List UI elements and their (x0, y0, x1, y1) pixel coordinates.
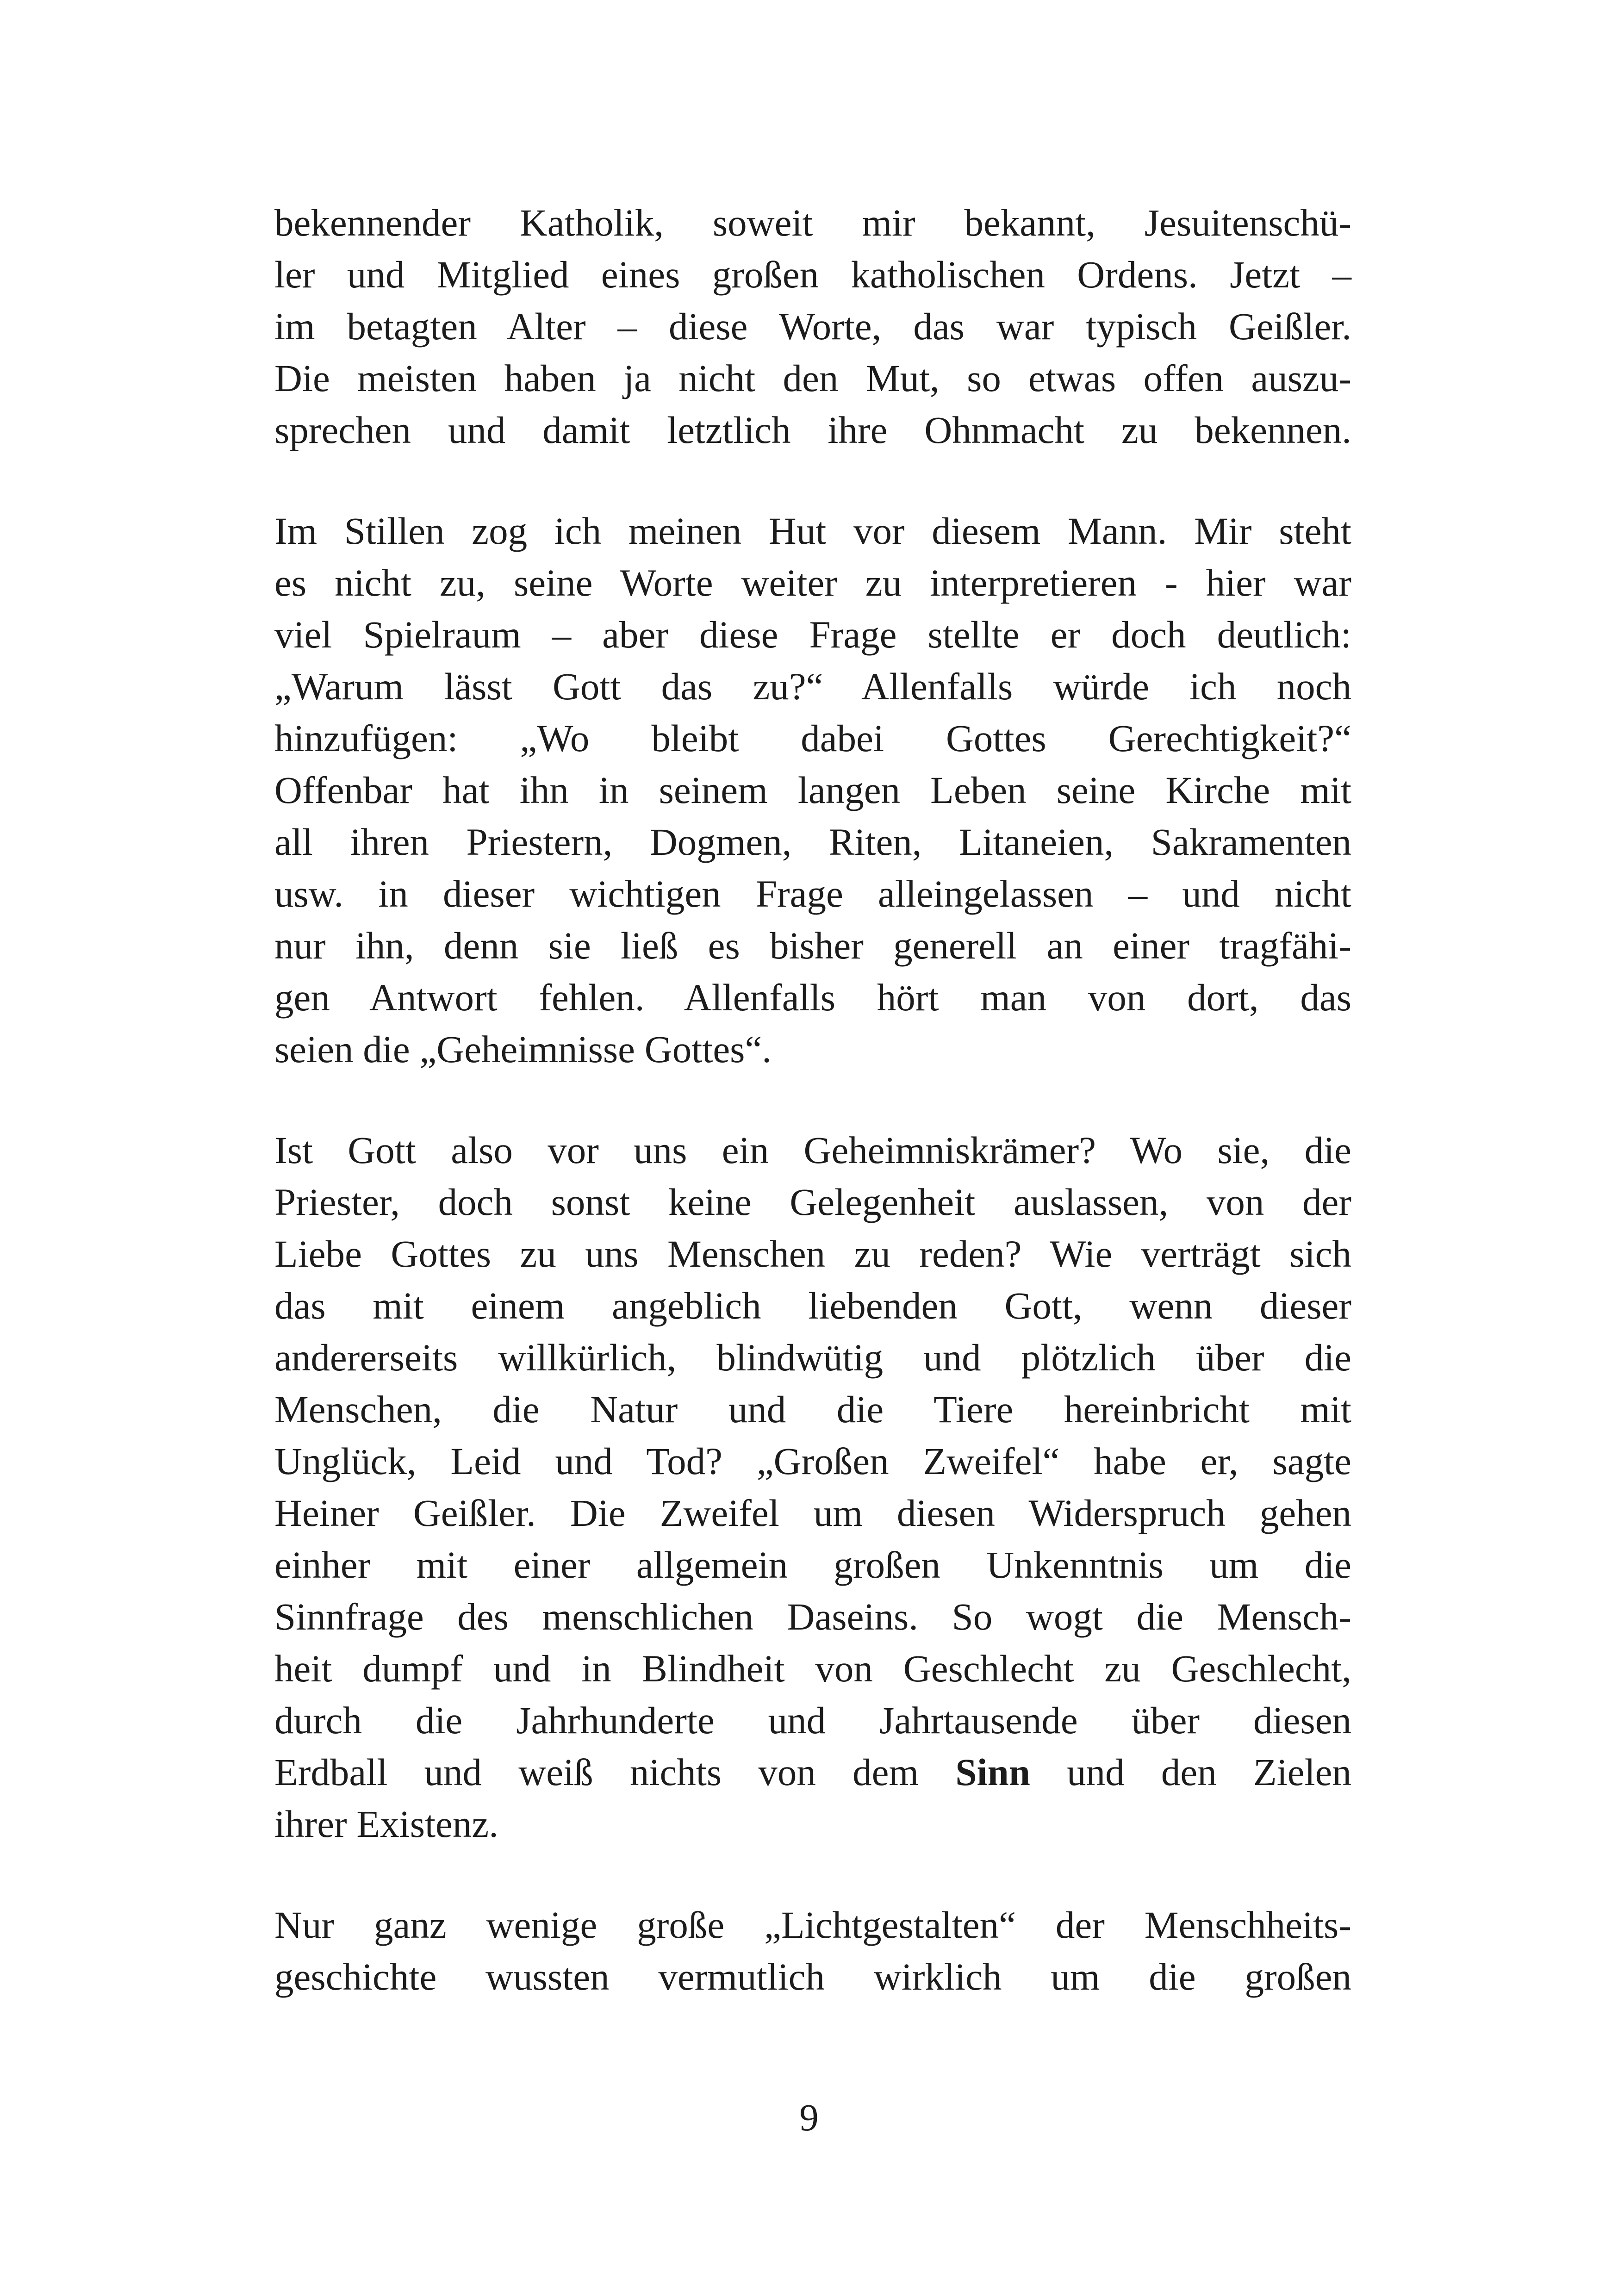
text-run: und den Zielen (1030, 1751, 1351, 1793)
text-line: „Warum lässt Gott das zu?“ Allenfalls würde ich noch (274, 665, 1351, 708)
text-line: hinzufügen: „Wo bleibt dabei Gottes Gerechtigkeit?“ (274, 717, 1351, 759)
paragraph-2 (274, 505, 1351, 1075)
text-line: einher mit einer allgemein großen Unkenntnis um die (274, 1543, 1351, 1586)
text-line: ler und Mitglied eines großen katholischen Ordens. Jetzt – (274, 253, 1351, 296)
paragraph-1 (274, 197, 1351, 456)
text-line: Priester, doch sonst keine Gelegenheit auslassen, von der (274, 1181, 1351, 1223)
text-line: Die meisten haben ja nicht den Mut, so etwas offen auszu- (274, 357, 1351, 399)
text-line: andererseits willkürlich, blindwütig und plötzlich über die (274, 1336, 1351, 1379)
text-line: ihrer Existenz. (274, 1803, 498, 1845)
text-line: gen Antwort fehlen. Allenfalls hört man von dort, das (274, 976, 1351, 1019)
page-number: 9 (799, 2096, 819, 2139)
text-line: seien die „Geheimnisse Gottes“. (274, 1028, 772, 1070)
text-line: es nicht zu, seine Worte weiter zu interpretieren - hier war (274, 561, 1351, 604)
text-line: viel Spielraum – aber diese Frage stellte er doch deutlich: (274, 613, 1351, 656)
text-line: usw. in dieser wichtigen Frage alleingelassen – und nicht (274, 872, 1351, 915)
text-line: Heiner Geißler. Die Zweifel um diesen Widerspruch gehen (274, 1492, 1351, 1534)
text-line: Unglück, Leid und Tod? „Großen Zweifel“ habe er, sagte (274, 1440, 1351, 1482)
emphasized-word: Sinn (955, 1751, 1030, 1793)
text-line: Sinnfrage des menschlichen Daseins. So wogt die Mensch- (274, 1595, 1351, 1638)
body-text (274, 197, 1351, 2052)
text-line: geschichte wussten vermutlich wirklich um die großen (274, 1955, 1351, 1998)
text-line (274, 1746, 1351, 1798)
text-line: Nur ganz wenige große „Lichtgestalten“ der Menschheits- (274, 1904, 1351, 1946)
text-line: das mit einem angeblich liebenden Gott, wenn dieser (274, 1284, 1351, 1327)
paragraph-3 (274, 1124, 1351, 1850)
paragraph-4 (274, 1899, 1351, 2003)
text-line: heit dumpf und in Blindheit von Geschlecht zu Geschlecht, (274, 1647, 1351, 1690)
text-line: Im Stillen zog ich meinen Hut vor diesem Mann. Mir steht (274, 510, 1351, 552)
text-line: nur ihn, denn sie ließ es bisher generell an einer tragfähi- (274, 924, 1351, 967)
text-line: sprechen und damit letztlich ihre Ohnmacht zu bekennen. (274, 409, 1351, 451)
text-line: Menschen, die Natur und die Tiere hereinbricht mit (274, 1388, 1351, 1431)
text-line: bekennender Katholik, soweit mir bekannt, Jesuitenschü- (274, 201, 1351, 244)
text-line: Offenbar hat ihn in seinem langen Leben seine Kirche mit (274, 769, 1351, 811)
text-line: durch die Jahrhunderte und Jahrtausende über diesen (274, 1699, 1351, 1742)
text-line: im betagten Alter – diese Worte, das war typisch Geißler. (274, 305, 1351, 348)
text-run: Erdball und weiß nichts von dem (274, 1751, 956, 1793)
text-line: Liebe Gottes zu uns Menschen zu reden? Wie verträgt sich (274, 1232, 1351, 1275)
text-line: Ist Gott also vor uns ein Geheimniskrämer? Wo sie, die (274, 1129, 1351, 1171)
text-line: all ihren Priestern, Dogmen, Riten, Litaneien, Sakramenten (274, 821, 1351, 863)
